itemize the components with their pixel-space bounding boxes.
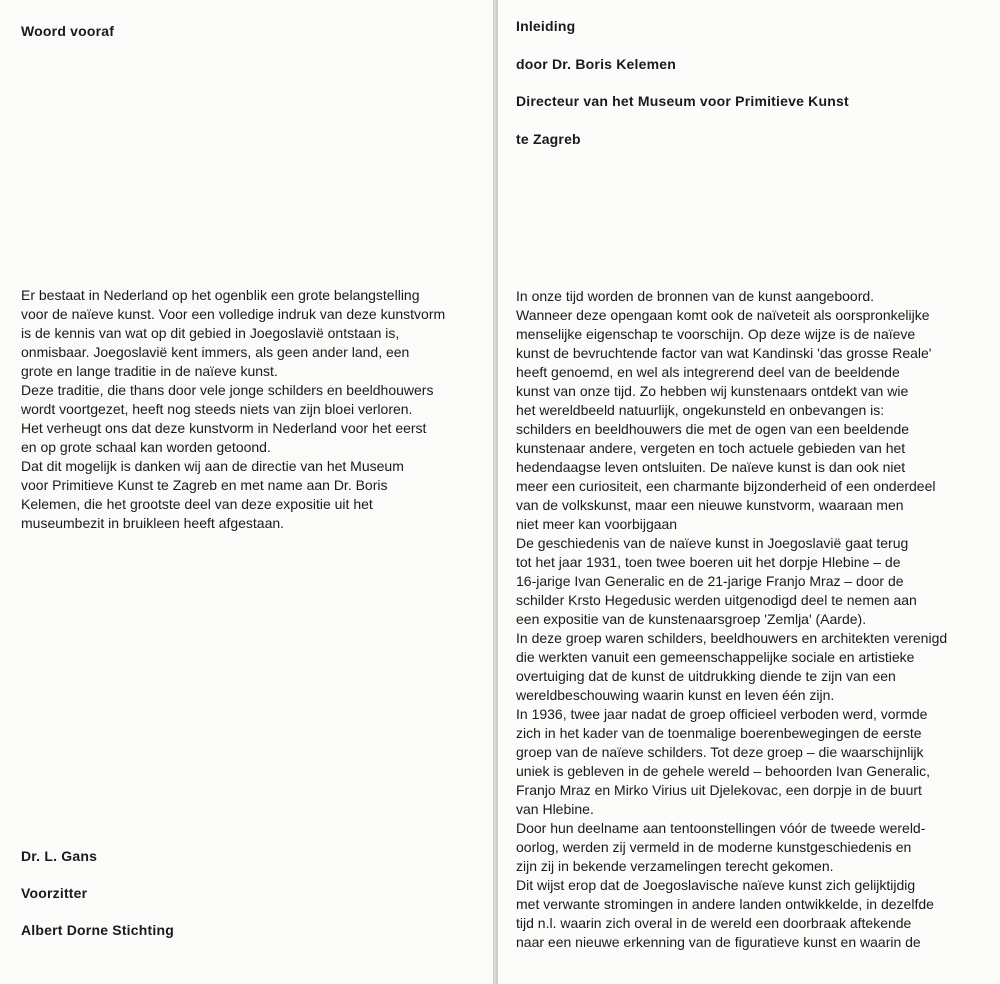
binding-mark bbox=[497, 213, 498, 217]
signature-name: Dr. L. Gans bbox=[21, 848, 98, 864]
binding-mark bbox=[497, 273, 498, 277]
left-page-title: Woord vooraf bbox=[21, 23, 115, 39]
author-location: te Zagreb bbox=[516, 131, 581, 147]
right-page bbox=[497, 0, 1000, 984]
signature-organization: Albert Dorne Stichting bbox=[21, 922, 174, 938]
author-line: door Dr. Boris Kelemen bbox=[516, 56, 676, 72]
right-page-title: Inleiding bbox=[516, 18, 576, 34]
author-position: Directeur van het Museum voor Primitieve Kunst bbox=[516, 93, 849, 109]
foreword-body: Er bestaat in Nederland op het ogenblik een grote belangstelling voor de naïeve kunst. Voor een volledige indruk van deze kunstvorm is de kennis van wat op dit gebied in Joegoslavië ontstaan is, onmisbaar. Joegoslavië kent immers, als geen ander land, een grote en lange traditie in de naïeve kunst. Deze traditie, die thans door vele jonge schilders en beeldhouwers wordt voortgezet, heeft nog steeds niets van zijn bloei verloren. Het verheugt ons dat deze kunstvorm in Nederland voor het eerst en op grote schaal kan worden getoond. Dat dit mogelijk is danken wij aan de directie van het Museum voor Primitieve Kunst te Zagreb en met name aan Dr. Boris Kelemen, die het grootste deel van deze expositie uit het museumbezit in bruikleen heeft afgestaan. bbox=[21, 287, 446, 531]
left-page bbox=[0, 0, 494, 984]
introduction-body: In onze tijd worden de bronnen van de kunst aangeboord. Wanneer deze opengaan komt ook de naïveteit als oorspronkelijke menselijke eigenschap te voorschijn. Op deze wijze is de naïeve kunst de bevruchtende factor van wat Kandinski 'das grosse Reale' heeft genoemd, en wel als integrerend deel van de beeldende kunst van onze tijd. Zo hebben wij kunstenaars ontdekt van wie het wereldbeeld natuurlijk, ongekunsteld en onbevangen is: schilders en beeldhouwers die met de ogen van een beeldende kunstenaar andere, vergeten en toch actuele gebieden van het hedendaagse leven ontsluiten. De naïeve kunst is dan ook niet meer een curiositeit, een charmante bijzonderheid of een onderdeel van de volkskunst, maar een nieuwe kunstvorm, waaraan men niet meer kan voorbijgaan De geschiedenis van de naïeve kunst in Joegoslavië gaat terug tot het jaar 1931, toen twee boeren uit het dorpje Hlebine – de 16-jarige Ivan Generalic en de 21-jarige Franjo Mraz – door de schilder Krsto Hegedusic werden uitgenodigd deel te nemen aan een expositie van de kunstenaarsgroep 'Zemlja' (Aarde). In deze groep waren schilders, beeldhouwers en architekten verenigd die werkten vanuit een gemeenschappelijke sociale en artistieke overtuiging dat de kunst de uitdrukking diende te zijn van een wereldbeschouwing waarin kunst en leven één zijn. In 1936, twee jaar nadat de groep officieel verboden werd, vormde zich in het kader van de toenmalige boerenbewegingen de eerste groep van de naïeve schilders. Tot deze groep – die waarschijnlijk uniek is gebleven in de gehele wereld – behoorden Ivan Generalic, Franjo Mraz en Mirko Virius uit Djelekovac, een dorpje in de buurt van Hlebine. Door hun deelname aan tentoonstellingen vóór de tweede wereld- oorlog, werden zij vermeld in de moderne kunstgeschiedenis en zijn zij in bekende verzamelingen terecht gekomen. Dit wijst erop dat de Joegoslavische naïeve kunst zich gelijktijdig met verwante stromingen in andere landen ontwikkelde, in dezelfde tijd n.l. waarin zich overal in de wereld een doorbraak aftekende naar een nieuwe erkenning van de figuratieve kunst en waarin de bbox=[516, 288, 948, 950]
signature-role: Voorzitter bbox=[21, 885, 88, 901]
